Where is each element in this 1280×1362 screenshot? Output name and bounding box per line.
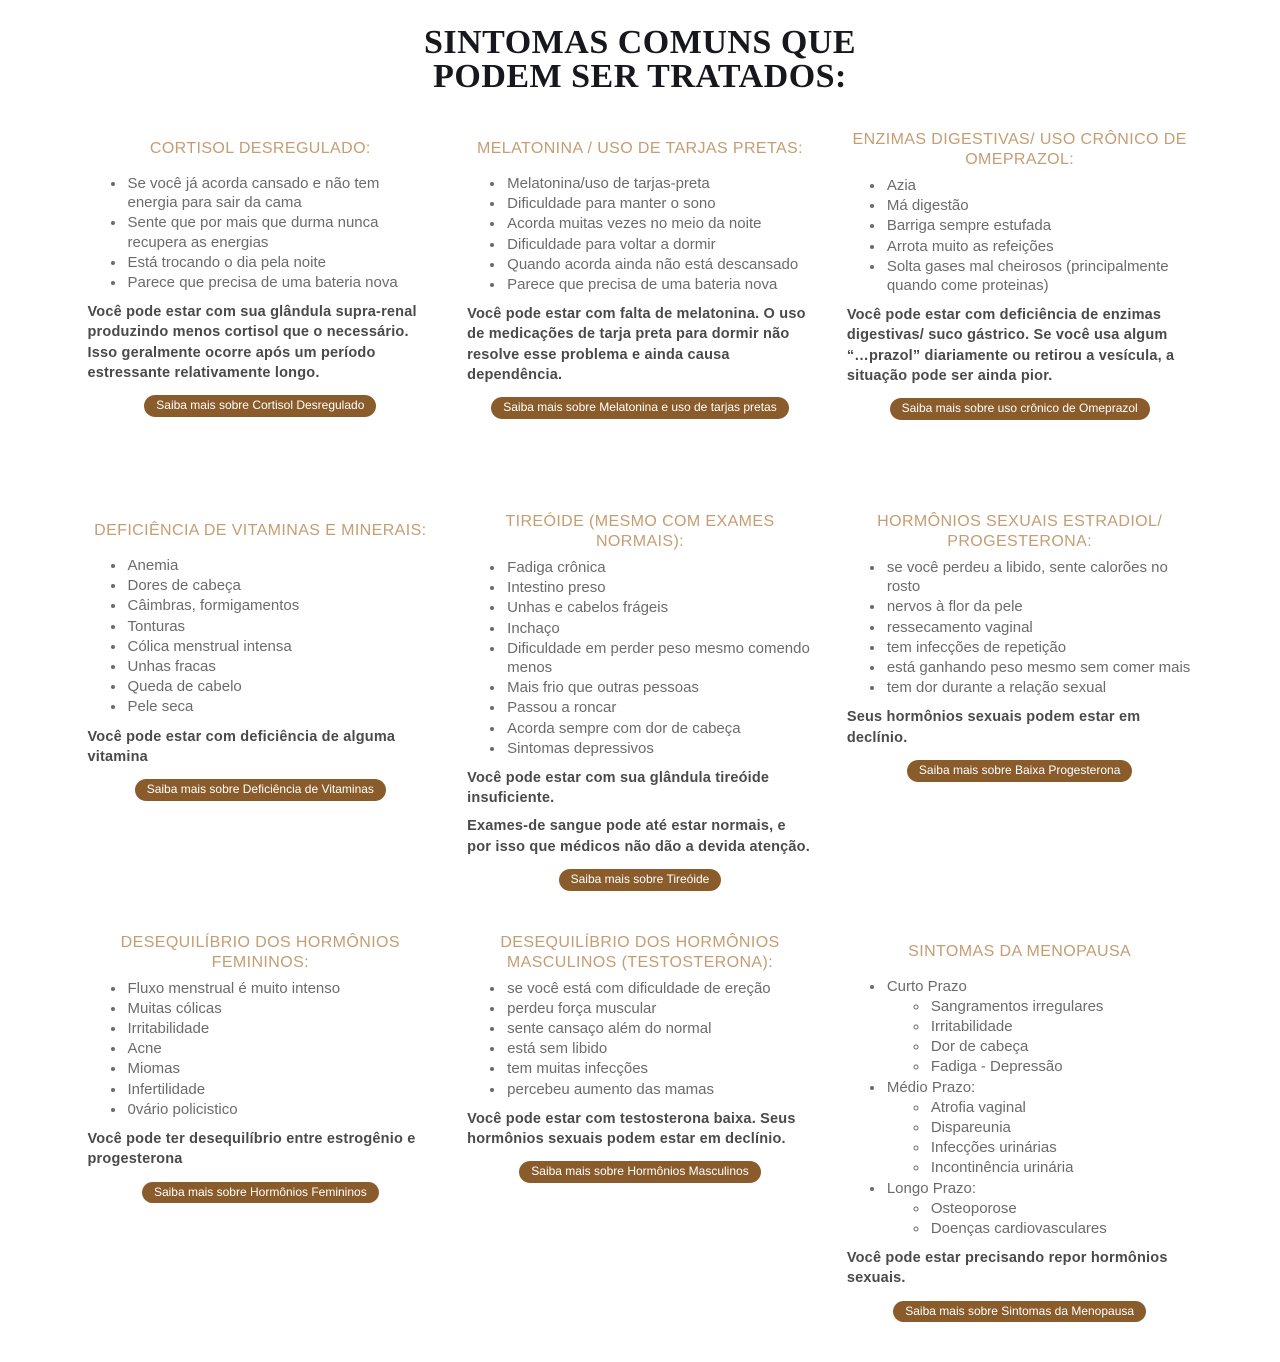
symptom-item: • Melatonina/uso de tarjas-preta [505, 174, 813, 193]
symptom-sub-list [887, 997, 1193, 1077]
symptom-item: • Sente que por mais que durma nunca recupera as energias [126, 213, 434, 251]
symptom-item: • Anemia [126, 556, 434, 575]
summary-paragraphs [88, 1129, 434, 1170]
symptom-item: • Câimbras, formigamentos [126, 596, 434, 615]
section-heading: DESEQUILÍBRIO DOS HORMÔNIOS FEMININOS: [120, 933, 400, 971]
symptom-item: • Parece que precisa de uma bateria nova [126, 273, 434, 292]
symptom-sub-item: ◦ Doenças cardiovasculares [929, 1219, 1193, 1238]
symptom-item: • Intestino preso [505, 578, 813, 597]
summary-paragraph: Você pode ter desequilíbrio entre estrogênio e progesterona [87, 1130, 416, 1168]
symptom-item: • Azia [885, 176, 1193, 195]
sections-grid [88, 130, 1193, 1362]
saiba-mais-hormonios-masculinos-button[interactable]: Saiba mais sobre Hormônios Masculinos [519, 1161, 760, 1183]
section-sintomas-menopausa [847, 933, 1193, 1323]
symptom-item: • Dificuldade para voltar a dormir [505, 235, 813, 254]
summary-paragraph: Você pode estar com testosterona baixa. Seus hormônios sexuais podem estar em declínio. [467, 1110, 796, 1148]
symptom-sub-item: ◦ Incontinência urinária [929, 1158, 1193, 1177]
button-row [847, 1301, 1193, 1323]
saiba-mais-cortisol-button[interactable]: Saiba mais sobre Cortisol Desregulado [144, 395, 376, 417]
section-heading: HORMÔNIOS SEXUAIS ESTRADIOL/ PROGESTERONA: [877, 513, 1163, 550]
page-title [0, 26, 1280, 94]
saiba-mais-melatonina-button[interactable]: Saiba mais sobre Melatonina e uso de tarjas pretas [491, 397, 789, 419]
symptom-list [847, 176, 1193, 295]
section-tireoide [467, 512, 813, 891]
symptom-item: • Muitas cólicas [126, 999, 434, 1018]
symptom-item: • Acne [126, 1039, 434, 1058]
summary-paragraph: Você pode estar com falta de melatonina. O uso de medicações de tarja preta para dormir não resolve esse problema e ainda causa dependência. [467, 306, 806, 384]
saiba-mais-vitaminas-button[interactable]: Saiba mais sobre Deficiência de Vitaminas [135, 779, 386, 801]
page-title-line1: SINTOMAS COMUNS QUE [423, 24, 857, 61]
symptom-item: • se você perdeu a libido, sente calorões no rosto [885, 558, 1193, 596]
symptom-item: • Acorda sempre com dor de cabeça [505, 719, 813, 738]
summary-paragraphs [847, 305, 1193, 386]
symptom-item: • Fluxo menstrual é muito intenso [126, 979, 434, 998]
button-row [88, 395, 434, 417]
symptom-item: • Unhas e cabelos frágeis [505, 598, 813, 617]
symptom-item: • Queda de cabelo [126, 677, 434, 696]
section-cortisol-desregulado [88, 130, 434, 470]
symptom-item: • sente cansaço além do normal [505, 1019, 813, 1038]
symptom-sub-list [887, 1098, 1193, 1178]
symptom-list [847, 977, 1193, 1238]
symptom-item: • Se você já acorda cansado e não tem energia para sair da cama [126, 174, 434, 212]
symptom-sub-list [887, 1199, 1193, 1238]
symptom-sub-item: ◦ Atrofia vaginal [929, 1098, 1193, 1117]
symptom-item: • Barriga sempre estufada [885, 216, 1193, 235]
symptom-list [467, 558, 813, 758]
symptom-item: • está ganhando peso mesmo sem comer mais [885, 658, 1193, 677]
symptom-item: • Parece que precisa de uma bateria nova [505, 275, 813, 294]
symptom-item: • Mais frio que outras pessoas [505, 678, 813, 697]
symptom-group [885, 1078, 1193, 1178]
section-deficiencia-vitaminas [88, 512, 434, 891]
summary-paragraphs [847, 1248, 1193, 1289]
section-heading: ENZIMAS DIGESTIVAS/ USO CRÔNICO DE OMEPRAZOL: [852, 131, 1187, 168]
symptom-item: • Fadiga crônica [505, 558, 813, 577]
symptom-item: • Miomas [126, 1059, 434, 1078]
section-heading: SINTOMAS DA MENOPAUSA [908, 942, 1132, 960]
summary-paragraph: Você pode estar com sua glândula supra-renal produzindo menos cortisol que o necessário. Isso geralmente ocorre após um período estressante relativamente longo. [87, 304, 417, 382]
section-hormonios-sexuais-estradiol [847, 512, 1193, 891]
symptom-list [88, 174, 434, 292]
saiba-mais-menopausa-button[interactable]: Saiba mais sobre Sintomas da Menopausa [893, 1301, 1146, 1323]
summary-paragraphs [467, 1109, 813, 1150]
symptom-sub-item: ◦ Sangramentos irregulares [929, 997, 1193, 1016]
section-heading: CORTISOL DESREGULADO: [149, 140, 371, 157]
summary-paragraph: Seus hormônios sexuais podem estar em declínio. [846, 709, 1141, 746]
section-hormonios-femininos [88, 933, 434, 1323]
symptom-group [885, 977, 1193, 1077]
symptom-item: • Irritabilidade [126, 1019, 434, 1038]
symptom-item: • Está trocando o dia pela noite [126, 253, 434, 272]
summary-paragraphs [467, 304, 813, 385]
symptom-list [467, 174, 813, 294]
symptom-item: • tem dor durante a relação sexual [885, 678, 1193, 697]
symptom-sub-item: ◦ Fadiga - Depressão [929, 1057, 1193, 1076]
symptom-item: • Passou a roncar [505, 698, 813, 717]
symptom-item: • Quando acorda ainda não está descansado [505, 255, 813, 274]
symptom-item: • Inchaço [505, 619, 813, 638]
section-enzimas-digestivas-omeprazol [847, 130, 1193, 470]
summary-paragraph: Você pode estar com deficiência de alguma vitamina [87, 728, 396, 765]
symptom-item: • Má digestão [885, 196, 1193, 215]
summary-paragraph: Você pode estar precisando repor hormônios sexuais. [846, 1250, 1168, 1287]
symptom-item: • tem muitas infecções [505, 1059, 813, 1078]
summary-paragraph: Exames-de sangue pode até estar normais, e por isso que médicos não dão a devida atenção. [467, 818, 810, 855]
saiba-mais-hormonios-femininos-button[interactable]: Saiba mais sobre Hormônios Femininos [142, 1182, 379, 1204]
saiba-mais-tireoide-button[interactable]: Saiba mais sobre Tireóide [559, 869, 722, 891]
symptom-item: • Dificuldade para manter o sono [505, 194, 813, 213]
symptom-sub-item: ◦ Dor de cabeça [929, 1037, 1193, 1056]
symptom-item: • nervos à flor da pele [885, 597, 1193, 616]
section-heading: DEFICIÊNCIA DE VITAMINAS E MINERAIS: [94, 522, 427, 539]
symptom-list [88, 979, 434, 1119]
summary-paragraph: Você pode estar com deficiência de enzimas digestivas/ suco gástrico. Se você usa algum “…prazol” diariamente ou retirou a vesícula, a situação pode ser ainda pior. [846, 307, 1175, 385]
button-row [88, 1182, 434, 1204]
summary-paragraphs [847, 707, 1193, 748]
symptom-item: • perdeu força muscular [505, 999, 813, 1018]
symptom-item: • Acorda muitas vezes no meio da noite [505, 214, 813, 233]
summary-paragraphs [467, 768, 813, 857]
symptom-list [467, 979, 813, 1099]
symptom-item: • Dificuldade em perder peso mesmo comendo menos [505, 639, 813, 677]
section-heading: TIREÓIDE (MESMO COM EXAMES NORMAIS): [505, 513, 775, 550]
button-row [467, 1161, 813, 1183]
button-row [467, 869, 813, 891]
symptom-sub-item: ◦ Osteoporose [929, 1199, 1193, 1218]
symptom-item: • 0vário policistico [126, 1100, 434, 1119]
page-title-line2: PODEM SER TRATADOS: [433, 58, 847, 95]
section-heading: DESEQUILÍBRIO DOS HORMÔNIOS MASCULINOS (TESTOSTERONA): [500, 933, 780, 971]
symptom-group-label: Médio Prazo: [886, 1078, 976, 1096]
section-hormonios-masculinos [467, 933, 813, 1323]
saiba-mais-omeprazol-button[interactable]: Saiba mais sobre uso crônico de Omeprazol [890, 398, 1150, 420]
summary-paragraphs [88, 727, 434, 768]
symptom-item: • Tonturas [126, 617, 434, 636]
summary-paragraphs [88, 302, 434, 383]
symptom-group-label: Longo Prazo: [886, 1179, 977, 1197]
symptom-item: • ressecamento vaginal [885, 618, 1193, 637]
section-melatonina-tarjas-pretas [467, 130, 813, 470]
symptom-sub-item: ◦ Infecções urinárias [929, 1138, 1193, 1157]
saiba-mais-progesterona-button[interactable]: Saiba mais sobre Baixa Progesterona [907, 760, 1132, 782]
button-row [847, 760, 1193, 782]
symptom-item: • está sem libido [505, 1039, 813, 1058]
button-row [467, 397, 813, 419]
button-row [847, 398, 1193, 420]
symptom-item: • Infertilidade [126, 1080, 434, 1099]
symptom-group-label: Curto Prazo [886, 977, 967, 995]
symptom-sub-item: ◦ Dispareunia [929, 1118, 1193, 1137]
symptom-item: • Pele seca [126, 697, 434, 716]
summary-paragraph: Você pode estar com sua glândula tireóide insuficiente. [467, 769, 770, 807]
symptom-item: • tem infecções de repetição [885, 638, 1193, 657]
symptom-item: • Arrota muito as refeições [885, 237, 1193, 256]
symptom-item: • Unhas fracas [126, 657, 434, 676]
symptom-item: • percebeu aumento das mamas [505, 1080, 813, 1099]
symptom-item: • Sintomas depressivos [505, 739, 813, 758]
button-row [88, 779, 434, 801]
symptom-item: • Solta gases mal cheirosos (principalmente quando come proteinas) [885, 257, 1193, 295]
symptom-item: • Dores de cabeça [126, 576, 434, 595]
section-heading: MELATONINA / USO DE TARJAS PRETAS: [477, 140, 803, 157]
symptom-item: • se você está com dificuldade de ereção [505, 979, 813, 998]
symptom-list [88, 556, 434, 717]
symptom-group [885, 1179, 1193, 1239]
symptom-item: • Cólica menstrual intensa [126, 637, 434, 656]
symptom-sub-item: ◦ Irritabilidade [929, 1017, 1193, 1036]
symptom-list [847, 558, 1193, 697]
